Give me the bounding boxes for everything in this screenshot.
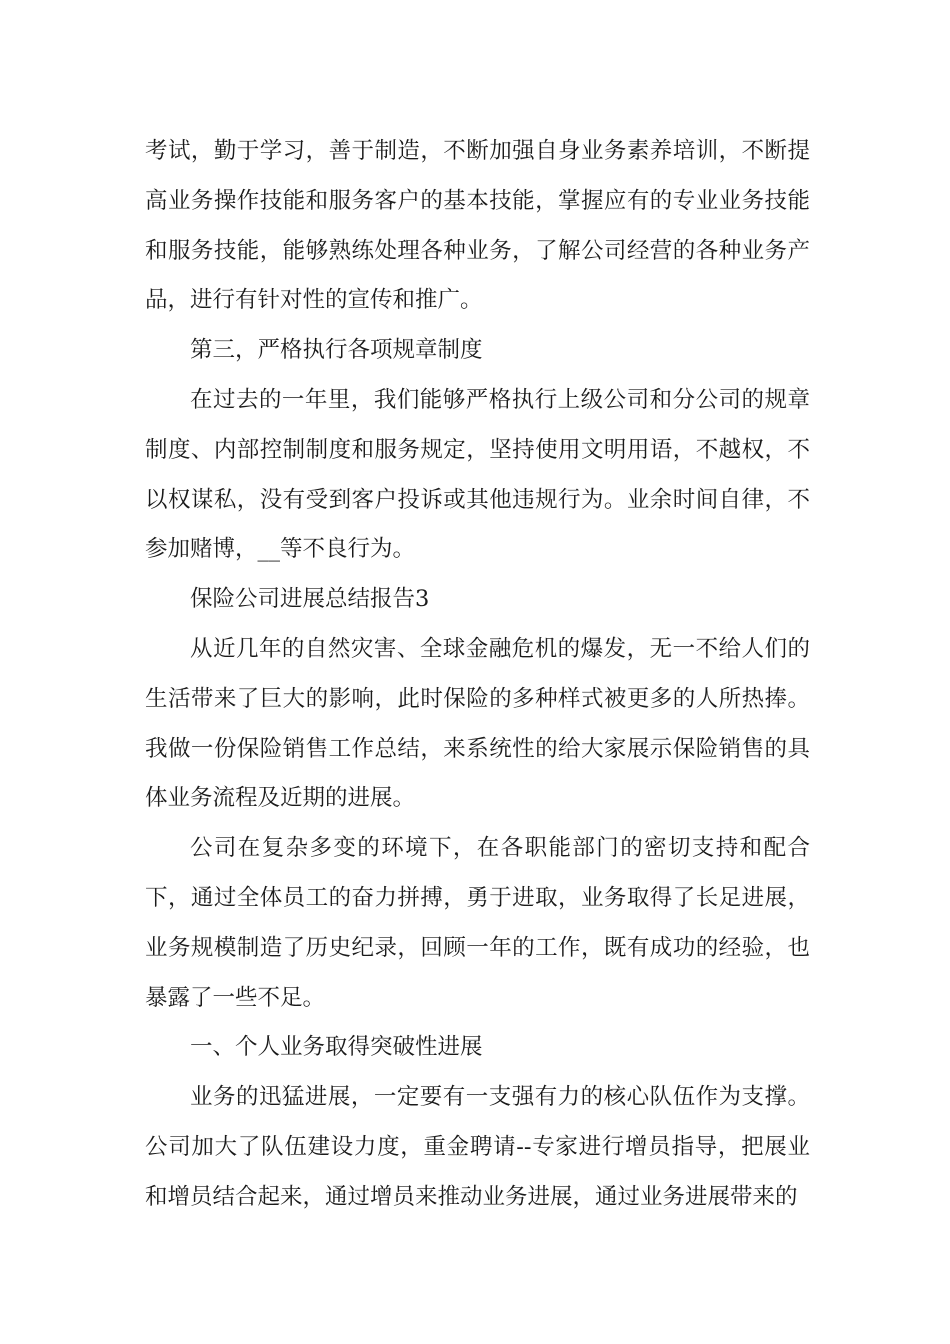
section-heading-rules: 第三，严格执行各项规章制度 [190, 337, 483, 364]
section-heading-personal-business: 一、个人业务取得突破性进展 [190, 1034, 483, 1061]
report-title: 保险公司进展总结报告3 [190, 586, 430, 613]
paragraph-personal-business: 业务的迅猛进展，一定要有一支强有力的核心队伍作为支撑。公司加大了队伍建设力度，重金聘请--专家进行增员指导，把展业和增员结合起来，通过增员来推动业务进展，通过业务进展带来的 [145, 1084, 810, 1210]
paragraph-overview: 公司在复杂多变的环境下，在各职能部门的密切支持和配合下，通过全体员工的奋力拼搏，勇于进取，业务取得了长足进展，业务规模制造了历史纪录，回顾一年的工作，既有成功的经验，也暴露了一些不足。 [145, 835, 810, 1011]
paragraph-continuation: 考试，勤于学习，善于制造，不断加强自身业务素养培训，不断提高业务操作技能和服务客户的基本技能，掌握应有的专业业务技能和服务技能，能够熟练处理各种业务，了解公司经营的各种业务产品，进行有针对性的宣传和推广。 [145, 138, 810, 314]
document-body [145, 127, 810, 1223]
paragraph-rules: 在过去的一年里，我们能够严格执行上级公司和分公司的规章制度、内部控制制度和服务规定，坚持使用文明用语，不越权，不以权谋私，没有受到客户投诉或其他违规行为。业余时间自律，不参加赌博，__等不良行为。 [145, 386, 810, 563]
paragraph-intro: 从近几年的自然灾害、全球金融危机的爆发，无一不给人们的生活带来了巨大的影响，此时保险的多种样式被更多的人所热捧。我做一份保险销售工作总结，来系统性的给大家展示保险销售的具体业务流程及近期的进展。 [145, 635, 810, 812]
